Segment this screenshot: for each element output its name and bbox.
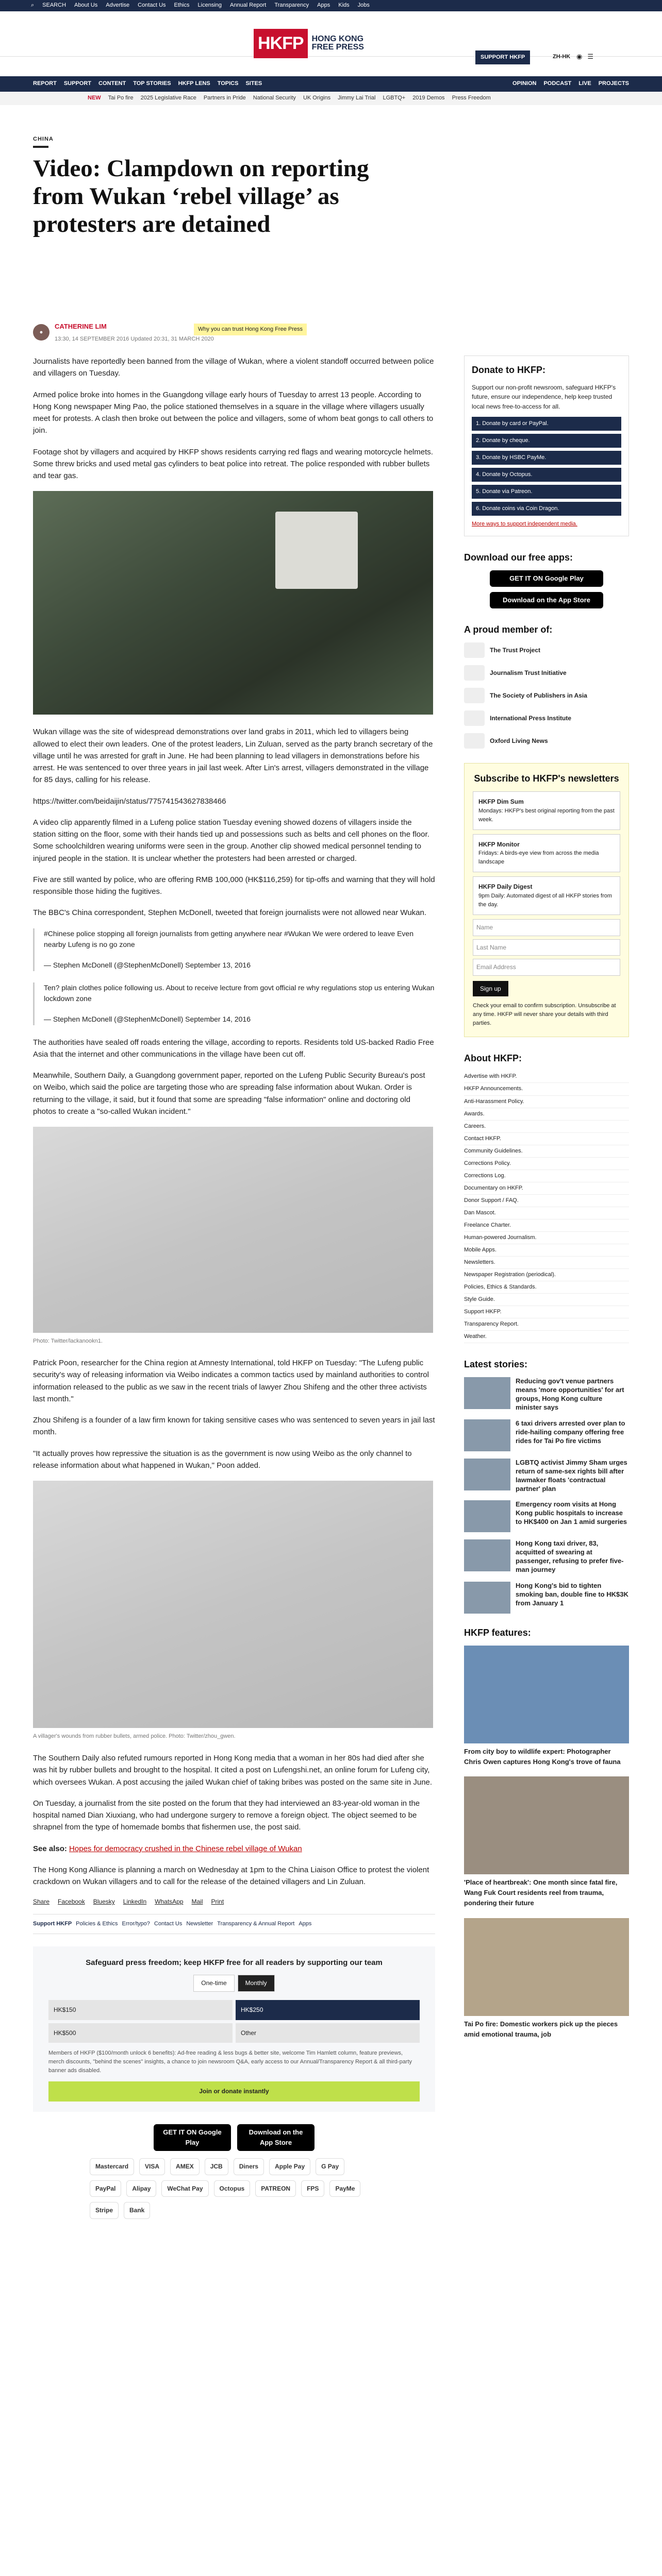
- payment-logo: PayPal: [90, 2180, 121, 2197]
- story-title: Hong Kong taxi driver, 83, acquitted of swearing at passenger, refusing to prefer five-man journey: [516, 1539, 624, 1574]
- payment-methods: [90, 2158, 378, 2219]
- paragraph: Armed police broke into homes in the Guangdong village early hours of Tuesday to arrest 13 people. According to Hong Kong newspaper Ming Pao, the police stationed themselves in a square in the village where villagers usually meet for protests. A clash then broke out between the police and villagers, some of whom beat gongs to call others to join.: [33, 390, 434, 435]
- about-link[interactable]: Policies, Ethics & Standards.: [464, 1281, 629, 1294]
- support-hkfp-button[interactable]: SUPPORT HKFP: [475, 50, 530, 64]
- story-thumb: [464, 1500, 510, 1532]
- tweet-author[interactable]: — Stephen McDonell (@StephenMcDonell) September 13, 2016: [44, 960, 251, 969]
- app-store-badge[interactable]: Download on the App Store: [237, 2124, 315, 2151]
- top-link-jobs[interactable]: Jobs: [357, 2, 370, 9]
- trending-item[interactable]: LGBTQ+: [383, 95, 406, 101]
- site-logo[interactable]: [254, 29, 364, 58]
- footer-link[interactable]: Support HKFP: [33, 1921, 72, 1927]
- amount-option[interactable]: Other: [236, 2023, 420, 2043]
- latest-title: Latest stories:: [464, 1359, 528, 1370]
- article-date: 13:30, 14 SEPTEMBER 2016 Updated 20:31, 31 MARCH 2020: [55, 336, 214, 343]
- donate-method[interactable]: 4. Donate by Octopus.: [472, 468, 621, 482]
- about-link[interactable]: Freelance Charter.: [464, 1219, 629, 1232]
- language-switch[interactable]: ZH-HK: [553, 54, 571, 60]
- paragraph: Journalists have reportedly been banned from the village of Wukan, where a violent standoff occurred between police and villagers on Tuesday.: [33, 357, 434, 378]
- about-link[interactable]: Support HKFP.: [464, 1306, 629, 1318]
- payment-logo: Mastercard: [90, 2158, 134, 2175]
- payment-logo: Octopus: [214, 2180, 251, 2197]
- newsletter-option[interactable]: [473, 876, 620, 915]
- top-link-advertise[interactable]: Advertise: [106, 2, 130, 9]
- article-body: [33, 355, 435, 2219]
- about-link[interactable]: Weather.: [464, 1331, 629, 1343]
- story-thumb: [464, 1539, 510, 1571]
- share-linkedin[interactable]: LinkedIn: [123, 1898, 147, 1906]
- footer-link[interactable]: Newsletter: [186, 1921, 213, 1927]
- newsletter-desc: Mondays: HKFP's best original reporting from the past week.: [478, 807, 615, 823]
- newsletter-name: HKFP Daily Digest: [478, 883, 533, 891]
- donate-title: Donate to HKFP:: [472, 365, 545, 375]
- see-also-link[interactable]: Hopes for democracy crushed in the Chinese rebel village of Wukan: [69, 1844, 302, 1853]
- share-bar: [33, 1897, 435, 1907]
- logo-mark: HKFP: [254, 29, 308, 58]
- trending-item[interactable]: National Security: [253, 95, 296, 101]
- tweet-url[interactable]: https://twitter.com/beidaijin/status/775741543627838466: [33, 796, 226, 806]
- sidebar: [464, 355, 629, 2049]
- divider: [33, 146, 48, 148]
- about-link[interactable]: Human-powered Journalism.: [464, 1232, 629, 1244]
- top-utility-bar: [0, 0, 662, 11]
- search-icon[interactable]: ⌕: [31, 2, 35, 9]
- about-link[interactable]: Style Guide.: [464, 1294, 629, 1306]
- newsletter-option[interactable]: [473, 834, 620, 873]
- top-link-ethics[interactable]: Ethics: [174, 2, 190, 9]
- trending-item[interactable]: Partners in Pride: [203, 95, 246, 101]
- more-ways-link[interactable]: More ways to support independent media.: [472, 520, 577, 527]
- about-link[interactable]: Dan Mascot.: [464, 1207, 629, 1219]
- story-title: Hong Kong's bid to tighten smoking ban, double fine to HK$3K from January 1: [516, 1582, 628, 1607]
- latest-list: [464, 1377, 629, 1614]
- logo-text-1: HONG KONG: [311, 34, 364, 43]
- trust-project-logo: [464, 642, 485, 658]
- about-title: About HKFP:: [464, 1053, 522, 1063]
- top-link-licensing[interactable]: Licensing: [197, 2, 222, 9]
- story-title: 6 taxi drivers arrested over plan to ride-hailing company offering free rides for Tai Po fire victims: [516, 1419, 625, 1445]
- about-link[interactable]: Advertise with HKFP.: [464, 1071, 629, 1083]
- newsletter-note: Check your email to confirm subscription. Unsubscribe at any time. HKFP will never share your details with third parties.: [473, 1003, 616, 1027]
- email-field[interactable]: Email Address: [473, 959, 620, 976]
- image-caption: Photo: Twitter/lackanookn1.: [33, 1338, 103, 1345]
- last-name-field[interactable]: Last Name: [473, 939, 620, 956]
- about-link[interactable]: Corrections Log.: [464, 1170, 629, 1182]
- about-link[interactable]: Newspaper Registration (periodical).: [464, 1269, 629, 1281]
- tweet-author[interactable]: — Stephen McDonell (@StephenMcDonell) September 14, 2016: [44, 1014, 251, 1023]
- trending-item[interactable]: Tai Po fire: [108, 95, 134, 101]
- share-bluesky[interactable]: Bluesky: [93, 1898, 115, 1906]
- about-link[interactable]: Contact HKFP.: [464, 1133, 629, 1145]
- payment-logo: Stripe: [90, 2202, 119, 2219]
- tab-monthly[interactable]: Monthly: [238, 1975, 275, 1992]
- google-play-badge[interactable]: GET IT ON Google Play: [154, 2124, 231, 2151]
- payment-logo: FPS: [301, 2180, 324, 2197]
- jti-logo: [464, 665, 485, 681]
- paragraph: Zhou Shifeng is a founder of a law firm known for taking sensitive cases who was sentenced to seven years in jail last month.: [33, 1416, 435, 1437]
- about-link[interactable]: HKFP Announcements.: [464, 1083, 629, 1095]
- sopa-logo: [464, 688, 485, 703]
- nav-live[interactable]: LIVE: [578, 80, 591, 87]
- about-link[interactable]: Anti-Harassment Policy.: [464, 1096, 629, 1108]
- top-link-annual-report[interactable]: Annual Report: [230, 2, 267, 9]
- trending-item[interactable]: 2019 Demos: [412, 95, 445, 101]
- oxford-logo: [464, 733, 485, 749]
- payment-logo: PayMe: [329, 2180, 360, 2197]
- about-link[interactable]: Community Guidelines.: [464, 1145, 629, 1158]
- top-link-search[interactable]: SEARCH: [42, 2, 67, 9]
- article-image: [33, 1127, 433, 1333]
- donate-widget: [33, 1946, 435, 2112]
- article-category[interactable]: CHINA: [33, 136, 54, 142]
- paragraph: Meanwhile, Southern Daily, a Guangdong government paper, reported on the Lufeng Public Security Bureau's post on Weibo, which said the police are targeting those who are spreading false information about Wukan. Order is returning to the village, it said, but it found that some are spreading "false information" online and doctoring old photos to create a "so-called Wukan incident.": [33, 1071, 425, 1116]
- donate-panel: [464, 355, 629, 536]
- share-mail[interactable]: Mail: [191, 1898, 203, 1906]
- story-title: LGBTQ activist Jimmy Sham urges return of same-sex rights bill after lawmaker floats 'contractual partner' plan: [516, 1458, 627, 1493]
- paragraph: "It actually proves how repressive the situation is as the government is now using Weibo as the only channel to release information about what happened in Wukan," Poon added.: [33, 1449, 412, 1470]
- amount-option[interactable]: HK$150: [48, 2000, 233, 2020]
- top-link-transparency[interactable]: Transparency: [274, 2, 309, 9]
- footer-link[interactable]: Error/typo?: [122, 1921, 150, 1927]
- logo-text-2: FREE PRESS: [311, 43, 364, 52]
- donate-method[interactable]: 3. Donate by HSBC PayMe.: [472, 451, 621, 465]
- paragraph: A video clip apparently filmed in a Lufeng police station Tuesday evening showed dozens of villagers inside the station sitting on the floor, some with their hands tied up and possessions such as belts and cell phones on the floor. Some schoolchildren wearing uniforms were seen in the group. Another clip showed medical personnel tending to injured people in the station. It is unclear whether the protesters had been arrested or charged.: [33, 818, 429, 863]
- about-link[interactable]: Documentary on HKFP.: [464, 1182, 629, 1195]
- payment-logo: PATREON: [255, 2180, 296, 2197]
- donate-headline: Safeguard press freedom; keep HKFP free for all readers by supporting our team: [86, 1958, 383, 1968]
- name-field[interactable]: Name: [473, 919, 620, 936]
- amount-option[interactable]: HK$250: [236, 2000, 420, 2020]
- share-print[interactable]: Print: [211, 1898, 224, 1906]
- top-link-kids[interactable]: Kids: [338, 2, 350, 9]
- share-whatsapp[interactable]: WhatsApp: [155, 1898, 184, 1906]
- article-title: Video: Clampdown on reporting from Wukan ‘rebel village’ as protesters are detained: [33, 155, 369, 238]
- see-also-label: See also:: [33, 1844, 67, 1853]
- member-org: International Press Institute: [490, 714, 572, 722]
- nav-sites[interactable]: SITES: [245, 80, 262, 87]
- nav-top-stories[interactable]: TOP STORIES: [133, 80, 171, 87]
- paragraph: Five are still wanted by police, who are offering RMB 100,000 (HK$116,259) for tip-offs and warning that they will hold responsible those hiding the fugitives.: [33, 875, 435, 896]
- nav-content[interactable]: CONTENT: [98, 80, 126, 87]
- payment-logo: Diners: [234, 2158, 264, 2175]
- video-player[interactable]: [33, 491, 433, 715]
- about-link[interactable]: Transparency Report.: [464, 1318, 629, 1331]
- donate-method[interactable]: 5. Donate via Patreon.: [472, 485, 621, 499]
- story-title: Emergency room visits at Hong Kong public hospitals to increase to HK$400 on Jan 1 amid surgeries: [516, 1500, 627, 1526]
- paragraph: Patrick Poon, researcher for the China region at Amnesty International, told HKFP on Tuesday: "The Lufeng public security's way of releasing information via Weibo indicates a common tactics used by mainland authorities to control information released to the public as we saw in the recent trials of lawyer Zhou Shifeng and the other three activists last month.": [33, 1359, 429, 1403]
- footer-link[interactable]: Policies & Ethics: [76, 1921, 118, 1927]
- image-caption: A villager's wounds from rubber bullets, armed police. Photo: Twitter/zhou_gwen.: [33, 1733, 236, 1740]
- paragraph: The authorities have sealed off roads entering the village, according to reports. Residents told US-backed Radio Free Asia that the internet and other communications in the village have been cut off.: [33, 1038, 434, 1059]
- join-button[interactable]: Join or donate instantly: [48, 2081, 420, 2102]
- nav-podcast[interactable]: PODCAST: [543, 80, 572, 87]
- newsletter-title: Subscribe to HKFP's newsletters: [474, 773, 619, 784]
- video-frame: [275, 512, 358, 589]
- newsletter-option[interactable]: [473, 791, 620, 830]
- account-icon[interactable]: ◉: [576, 53, 583, 60]
- top-link-contact[interactable]: Contact Us: [138, 2, 166, 9]
- paragraph: On Tuesday, a journalist from the site posted on the forum that they had interviewed an 83-year-old woman in the hospital named Dian Xiuxiang, who had undergone surgery to remove a foreign object. The object seemed to be shrapnel from the type of homemade bombs that fishermen use, the post said.: [33, 1799, 420, 1832]
- footer-link[interactable]: Apps: [299, 1921, 312, 1927]
- feature-image[interactable]: [464, 1776, 629, 1874]
- about-link[interactable]: Donor Support / FAQ.: [464, 1195, 629, 1207]
- trending-item[interactable]: Press Freedom: [452, 95, 491, 101]
- story-thumb: [464, 1459, 510, 1490]
- member-org: The Society of Publishers in Asia: [490, 691, 587, 699]
- paragraph: The Hong Kong Alliance is planning a march on Wednesday at 1pm to the China Liaison Office to protest the violent crackdown on Wukan villagers and to call for the release of the detained villagers and Lin Zuluan.: [33, 1865, 429, 1887]
- story-thumb: [464, 1377, 510, 1409]
- story-item[interactable]: [464, 1582, 629, 1614]
- payment-logo: Apple Pay: [269, 2158, 310, 2175]
- nav-report[interactable]: REPORT: [33, 80, 57, 87]
- menu-icon[interactable]: ☰: [587, 53, 593, 60]
- payment-logo: JCB: [205, 2158, 228, 2175]
- article-footer-links: [33, 1914, 435, 1934]
- author-name[interactable]: CATHERINE LIM: [55, 323, 107, 330]
- about-link[interactable]: Corrections Policy.: [464, 1158, 629, 1170]
- nav-hkfp-lens[interactable]: HKFP LENS: [178, 80, 210, 87]
- donate-method[interactable]: 6. Donate coins via Coin Dragon.: [472, 502, 621, 516]
- byline: [33, 320, 214, 345]
- share-facebook[interactable]: Facebook: [58, 1898, 85, 1906]
- feature-title[interactable]: Tai Po fire: Domestic workers pick up the pieces amid emotional trauma, job: [464, 2020, 618, 2038]
- payment-logo: G Pay: [316, 2158, 344, 2175]
- app-store-badge[interactable]: Download on the App Store: [490, 592, 603, 608]
- nav-projects[interactable]: PROJECTS: [598, 80, 629, 87]
- payment-logo: Bank: [124, 2202, 150, 2219]
- proud-member-title: A proud member of:: [464, 624, 553, 635]
- story-title: Reducing gov't venue partners means 'more opportunities' for art groups, Hong Kong culture minister says: [516, 1377, 624, 1412]
- feature-image[interactable]: [464, 1918, 629, 2016]
- payment-logo: Alipay: [126, 2180, 156, 2197]
- paragraph: Wukan village was the site of widespread demonstrations over land grabs in 2011, which led to villagers being allowed to elect their own leaders. One of the protest leaders, Lin Zuluan, served as the party branch secretary of the village until he was arrested for graft in June. He had been planning to lead villagers in demonstrations before his arrest. He was sentenced to over three years in jail last week. After Lin's arrest, villagers demonstrated in the village for 85 days, calling for his release.: [33, 727, 433, 785]
- donate-method[interactable]: 2. Donate by cheque.: [472, 434, 621, 448]
- membership-note: Members of HKFP ($100/month unlock 6 benefits): Ad-free reading & less bugs & better site, welcome Tim Hamlett column, feature previews, merch discounts, "behind the scenes" insights, a chance to join newsroom Q&A, early access to our Annual/Transparency Report & all third-party banner ads disabled.: [48, 2050, 412, 2074]
- about-link[interactable]: Mobile Apps.: [464, 1244, 629, 1257]
- member-org: The Trust Project: [490, 646, 541, 654]
- story-item[interactable]: [464, 1459, 629, 1494]
- payment-logo: WeChat Pay: [161, 2180, 208, 2197]
- donate-text: Support our non-profit newsroom, safeguard HKFP's future, ensure our independence, help keep trusted local news free-to-access for all.: [472, 383, 616, 411]
- nav-support[interactable]: SUPPORT: [63, 80, 92, 87]
- member-org: Oxford Living News: [490, 737, 548, 744]
- apps-title: Download our free apps:: [464, 552, 573, 563]
- trending-item[interactable]: UK Origins: [303, 95, 331, 101]
- features-title: HKFP features:: [464, 1628, 531, 1638]
- top-link-apps[interactable]: Apps: [317, 2, 330, 9]
- story-item[interactable]: [464, 1377, 629, 1412]
- newsletter-name: HKFP Monitor: [478, 840, 520, 848]
- paragraph: Footage shot by villagers and acquired by HKFP shows residents carrying red flags and wearing motorcycle helmets. Some threw bricks and used metal gas cylinders to beat police into retreat. The police responded with rubber bullets and tear gas.: [33, 447, 433, 480]
- footer-link[interactable]: Transparency & Annual Report: [217, 1921, 295, 1927]
- about-link[interactable]: Careers.: [464, 1121, 629, 1133]
- payment-logo: VISA: [139, 2158, 165, 2175]
- embedded-tweet: [33, 928, 435, 971]
- about-link[interactable]: Awards.: [464, 1108, 629, 1121]
- newsletter-desc: Fridays: A birds-eye view from across the media landscape: [478, 850, 599, 866]
- donate-method[interactable]: 1. Donate by card or PayPal.: [472, 417, 621, 431]
- author-avatar: ●: [33, 324, 49, 341]
- tweet-text: Ten? plain clothes police following us. About to receive lecture from govt official re why regulations stop us entering Wukan lockdown zone: [44, 983, 435, 1003]
- feature-title[interactable]: From city boy to wildlife expert: Photographer Chris Owen captures Hong Kong's trove of fauna: [464, 1747, 621, 1766]
- newsletter-panel: [464, 763, 629, 1037]
- amount-option[interactable]: HK$500: [48, 2023, 233, 2043]
- site-header: [0, 11, 662, 60]
- newsletter-name: HKFP Dim Sum: [478, 798, 524, 805]
- trending-label: NEW: [88, 95, 101, 101]
- story-item[interactable]: [464, 1419, 629, 1451]
- story-thumb: [464, 1419, 510, 1451]
- story-item[interactable]: [464, 1500, 629, 1532]
- feature-title[interactable]: 'Place of heartbreak': One month since fatal fire, Wang Fuk Court residents reel from trauma, pondering their future: [464, 1878, 618, 1907]
- paragraph: The Southern Daily also refuted rumours reported in Hong Kong media that a woman in her 80s had died after she was hit by rubber bullets and brought to the hospital. It cited a post on Lufengshi.net, an online forum for Lufeng city, which oversees Wukan. A post accusing the jailed Wukan chief of taking bribes was posted on the same site in June.: [33, 1754, 433, 1787]
- article-image: [33, 1481, 433, 1728]
- share-label: Share: [33, 1898, 50, 1906]
- tab-one-time[interactable]: One-time: [193, 1975, 234, 1992]
- tweet-text: #Chinese police stopping all foreign journalists from getting anywhere near #Wukan We were ordered to leave Even nearby Lufeng is no go zone: [44, 929, 414, 949]
- payment-logo: AMEX: [170, 2158, 200, 2175]
- member-org: Journalism Trust Initiative: [490, 669, 567, 676]
- about-link[interactable]: Newsletters.: [464, 1257, 629, 1269]
- story-thumb: [464, 1582, 510, 1614]
- footer-link[interactable]: Contact Us: [154, 1921, 183, 1927]
- ipi-logo: [464, 710, 485, 726]
- nav-opinion[interactable]: OPINION: [512, 80, 537, 87]
- nav-topics[interactable]: TOPICS: [217, 80, 239, 87]
- main-nav: [0, 76, 662, 92]
- top-link-about[interactable]: About Us: [74, 2, 98, 9]
- google-play-badge[interactable]: GET IT ON Google Play: [490, 570, 603, 587]
- paragraph: The BBC's China correspondent, Stephen McDonell, tweeted that foreign journalists were not allowed near Wukan.: [33, 908, 427, 918]
- trending-item[interactable]: Jimmy Lai Trial: [338, 95, 376, 101]
- trending-bar: [0, 92, 662, 105]
- signup-button[interactable]: Sign up: [473, 981, 508, 997]
- trust-link[interactable]: Why you can trust Hong Kong Free Press: [194, 324, 307, 335]
- newsletter-desc: 9pm Daily: Automated digest of all HKFP stories from the day.: [478, 892, 613, 908]
- feature-image[interactable]: [464, 1646, 629, 1743]
- trending-item[interactable]: 2025 Legislative Race: [140, 95, 196, 101]
- embedded-tweet: [33, 982, 435, 1025]
- story-item[interactable]: [464, 1539, 629, 1574]
